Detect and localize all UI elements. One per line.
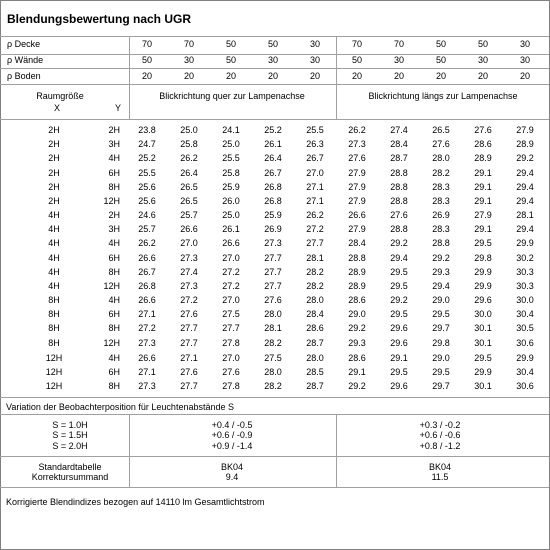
ugr-value: 28.3 [432, 181, 450, 192]
ugr-value: 27.5 [264, 353, 282, 363]
ugr-value: 28.2 [264, 381, 282, 392]
reflectance-value: 30 [309, 55, 320, 65]
ugr-value: 29.3 [348, 337, 366, 348]
ugr-value: 29.3 [432, 266, 450, 277]
ugr-value: 25.0 [222, 139, 240, 150]
ugr-value: 27.6 [390, 210, 408, 220]
ugr-value: 28.2 [306, 266, 324, 277]
variation-label: S = 2.0H [52, 441, 88, 451]
ugr-value: 26.1 [222, 224, 240, 235]
ugr-value: 28.7 [306, 381, 324, 392]
ugr-value: 26.0 [222, 195, 240, 206]
ugr-value: 28.2 [264, 337, 282, 348]
room-y: 2H [108, 125, 120, 135]
variation-label: S = 1.5H [52, 430, 88, 440]
ugr-value: 29.1 [474, 195, 492, 206]
ugr-value: 28.2 [306, 280, 324, 291]
room-x: 12H [45, 367, 63, 378]
room-x: 8H [48, 323, 60, 334]
room-x: 12H [45, 381, 63, 392]
ugr-value: 27.9 [516, 125, 534, 135]
ugr-value: 29.6 [390, 381, 408, 392]
ugr-value: 26.8 [138, 280, 156, 291]
ugr-value: 28.6 [306, 323, 324, 334]
ugr-value: 25.8 [222, 167, 240, 178]
ugr-value: 28.0 [432, 153, 450, 164]
room-x: 8H [48, 337, 60, 348]
ugr-value: 26.6 [222, 238, 240, 249]
variation-cross: +0.9 / -1.4 [211, 441, 253, 451]
ugr-value: 26.3 [306, 139, 324, 150]
ugr-value: 27.4 [390, 125, 408, 135]
ugr-value: 28.6 [348, 295, 366, 305]
reflectance-value: 20 [225, 71, 236, 81]
variation-cross: +0.4 / -0.5 [211, 420, 253, 430]
reflectance-value: 50 [225, 55, 236, 65]
room-x: 2H [48, 153, 60, 164]
ugr-value: 27.6 [348, 153, 366, 164]
reflectance-value: 50 [435, 55, 446, 65]
ugr-value: 29.1 [474, 181, 492, 192]
room-y: 6H [108, 167, 120, 178]
ugr-value: 27.7 [264, 266, 282, 277]
room-y: 3H [108, 224, 120, 235]
ugr-value: 23.8 [138, 125, 156, 135]
ugr-value: 27.3 [180, 252, 198, 263]
room-x: 8H [48, 295, 60, 305]
room-y: 2H [108, 210, 120, 220]
ugr-value: 27.6 [474, 125, 492, 135]
reflectance-value: 30 [393, 55, 404, 65]
ugr-value: 28.3 [432, 195, 450, 206]
ugr-value: 26.4 [180, 167, 198, 178]
ugr-value: 30.0 [474, 309, 492, 320]
ugr-value: 26.1 [264, 139, 282, 150]
ugr-value: 29.6 [390, 337, 408, 348]
ugr-value: 28.7 [306, 337, 324, 348]
ugr-value: 27.1 [138, 367, 156, 378]
ugr-value: 28.8 [390, 224, 408, 235]
ugr-value: 29.7 [432, 323, 450, 334]
ugr-value: 26.6 [348, 210, 366, 220]
ugr-value: 27.7 [306, 238, 324, 249]
ugr-value: 27.1 [306, 181, 324, 192]
reflectance-value: 70 [393, 39, 404, 49]
ugr-value: 30.4 [516, 309, 534, 320]
ugr-value: 29.0 [348, 309, 366, 320]
room-y: 8H [108, 266, 120, 277]
variation-along: +0.6 / -0.6 [419, 430, 461, 440]
ugr-value: 27.2 [222, 266, 240, 277]
room-x: 2H [48, 125, 60, 135]
room-x: 8H [48, 309, 60, 320]
variation-cross: +0.6 / -0.9 [211, 430, 253, 440]
ugr-value: 29.5 [390, 309, 408, 320]
ugr-value: 27.3 [180, 280, 198, 291]
ugr-value: 25.5 [222, 153, 240, 164]
room-x: 12H [45, 353, 63, 363]
ugr-value: 27.0 [222, 295, 240, 305]
room-x: 4H [48, 238, 60, 249]
room-x: 4H [48, 280, 60, 291]
room-y: 6H [108, 309, 120, 320]
reflectance-value: 50 [435, 39, 446, 49]
reflectance-label: ρ Boden [7, 71, 41, 81]
ugr-value: 27.2 [138, 323, 156, 334]
ugr-value: 28.0 [264, 367, 282, 378]
ugr-value: 26.9 [432, 210, 450, 220]
divider-boden [0, 84, 549, 85]
reflectance-value: 50 [141, 55, 152, 65]
ugr-value: 27.1 [138, 309, 156, 320]
ugr-value: 29.2 [348, 381, 366, 392]
ugr-value: 29.4 [516, 181, 534, 192]
ugr-value: 29.5 [390, 266, 408, 277]
room-y: 12H [103, 195, 120, 206]
ugr-value: 30.0 [516, 295, 534, 305]
ugr-value: 27.0 [222, 353, 240, 363]
ugr-value: 26.6 [138, 295, 156, 305]
ugr-value: 29.4 [516, 224, 534, 235]
cross-correction: 9.4 [225, 472, 239, 482]
ugr-value: 27.6 [222, 367, 240, 378]
divider-variation [0, 456, 549, 457]
reflectance-value: 30 [477, 55, 488, 65]
along-direction-header: Blickrichtung längs zur Lampenachse [368, 91, 518, 101]
ugr-value: 29.4 [432, 280, 450, 291]
ugr-value: 28.2 [432, 167, 450, 178]
reflectance-value: 20 [477, 71, 488, 81]
ugr-value: 29.2 [390, 238, 408, 249]
ugr-value: 28.9 [348, 280, 366, 291]
cross-standard-table: BK04 [220, 462, 244, 472]
ugr-value: 29.5 [390, 280, 408, 291]
reflectance-value: 20 [351, 71, 362, 81]
ugr-value: 28.9 [348, 266, 366, 277]
reflectance-value: 20 [183, 71, 194, 81]
ugr-value: 29.9 [516, 353, 534, 363]
room-y: 3H [108, 139, 120, 150]
ugr-value: 25.7 [180, 210, 198, 220]
room-y: 12H [103, 337, 120, 348]
reflectance-value: 50 [267, 39, 278, 49]
ugr-value: 28.0 [306, 295, 324, 305]
reflectance-label: ρ Wände [7, 55, 44, 65]
ugr-value: 24.7 [138, 139, 156, 150]
ugr-value: 28.8 [390, 181, 408, 192]
column-divider-label-lower [129, 414, 130, 487]
ugr-value: 24.1 [222, 125, 240, 135]
ugr-value: 27.9 [474, 210, 492, 220]
room-size-label: Raumgröße [36, 91, 84, 101]
ugr-value: 29.5 [432, 367, 450, 378]
divider-caption [0, 414, 549, 415]
ugr-value: 25.2 [264, 125, 282, 135]
reflectance-value: 30 [519, 55, 530, 65]
ugr-value: 29.2 [390, 295, 408, 305]
ugr-value: 27.7 [180, 381, 198, 392]
ugr-value: 29.7 [432, 381, 450, 392]
ugr-value: 28.8 [348, 252, 366, 263]
ugr-value: 29.4 [516, 167, 534, 178]
divider-header [0, 119, 549, 120]
room-y: 4H [108, 353, 120, 363]
ugr-value: 25.8 [180, 139, 198, 150]
ugr-value: 27.3 [348, 139, 366, 150]
ugr-value: 30.2 [516, 252, 534, 263]
ugr-value: 27.6 [180, 367, 198, 378]
variation-along: +0.8 / -1.2 [419, 441, 461, 451]
ugr-value: 29.5 [432, 309, 450, 320]
ugr-value: 27.6 [432, 139, 450, 150]
ugr-value: 29.2 [516, 153, 534, 164]
ugr-value: 30.1 [474, 381, 492, 392]
ugr-value: 28.8 [390, 195, 408, 206]
ugr-value: 30.6 [516, 381, 534, 392]
ugr-value: 29.4 [390, 252, 408, 263]
ugr-value: 28.3 [432, 224, 450, 235]
ugr-value: 28.9 [516, 139, 534, 150]
ugr-value: 30.4 [516, 367, 534, 378]
ugr-value: 26.6 [180, 224, 198, 235]
ugr-value: 27.7 [264, 252, 282, 263]
ugr-value: 25.7 [138, 224, 156, 235]
ugr-value: 27.9 [348, 195, 366, 206]
ugr-value: 26.5 [432, 125, 450, 135]
ugr-value: 27.2 [306, 224, 324, 235]
reflectance-value: 70 [351, 39, 362, 49]
ugr-value: 29.4 [516, 195, 534, 206]
ugr-value: 26.8 [264, 181, 282, 192]
ugr-value: 28.4 [390, 139, 408, 150]
ugr-value: 25.2 [138, 153, 156, 164]
ugr-value: 30.5 [516, 323, 534, 334]
ugr-value: 27.0 [180, 238, 198, 249]
correction-label: Korrektursummand [31, 472, 109, 482]
footnote: Korrigierte Blendindizes bezogen auf 14110 lm Gesamtlichtstrom [6, 497, 265, 507]
ugr-value: 28.6 [474, 139, 492, 150]
reflectance-value: 20 [435, 71, 446, 81]
ugr-value: 28.1 [264, 323, 282, 334]
page-title: Blendungsbewertung nach UGR [7, 12, 192, 26]
ugr-value: 27.3 [264, 238, 282, 249]
ugr-value: 30.6 [516, 337, 534, 348]
cross-direction-header: Blickrichtung quer zur Lampenachse [159, 91, 305, 101]
ugr-value: 30.1 [474, 337, 492, 348]
ugr-value: 27.2 [180, 295, 198, 305]
ugr-value: 29.8 [474, 252, 492, 263]
ugr-value: 26.2 [306, 210, 324, 220]
room-x: 2H [48, 139, 60, 150]
ugr-value: 26.9 [264, 224, 282, 235]
room-x: 2H [48, 167, 60, 178]
room-x: 4H [48, 252, 60, 263]
ugr-value: 25.9 [264, 210, 282, 220]
ugr-value: 25.0 [180, 125, 198, 135]
room-x: 4H [48, 266, 60, 277]
ugr-value: 27.7 [264, 280, 282, 291]
ugr-value: 28.1 [306, 252, 324, 263]
reflectance-value: 20 [141, 71, 152, 81]
reflectance-value: 30 [267, 55, 278, 65]
ugr-value: 27.9 [348, 167, 366, 178]
x-axis-label: X [53, 103, 60, 113]
ugr-value: 30.1 [474, 323, 492, 334]
ugr-value: 29.6 [474, 295, 492, 305]
ugr-value: 29.2 [348, 323, 366, 334]
ugr-value: 25.6 [138, 181, 156, 192]
reflectance-value: 20 [267, 71, 278, 81]
ugr-value: 25.6 [138, 195, 156, 206]
standard-table-label: Standardtabelle [38, 462, 102, 472]
ugr-value: 26.5 [180, 195, 198, 206]
reflectance-value: 20 [519, 71, 530, 81]
room-y: 8H [108, 323, 120, 334]
divider-data-end [0, 397, 549, 398]
ugr-value: 27.9 [348, 224, 366, 235]
room-x: 2H [48, 195, 60, 206]
room-y: 12H [103, 280, 120, 291]
ugr-value: 27.0 [222, 252, 240, 263]
ugr-value: 29.6 [390, 323, 408, 334]
room-y: 6H [108, 367, 120, 378]
room-y: 4H [108, 295, 120, 305]
ugr-value: 29.5 [474, 353, 492, 363]
ugr-value: 26.2 [348, 125, 366, 135]
reflectance-value: 30 [519, 39, 530, 49]
ugr-value: 27.7 [180, 323, 198, 334]
ugr-value: 29.5 [474, 238, 492, 249]
ugr-value: 29.1 [474, 224, 492, 235]
reflectance-value: 20 [393, 71, 404, 81]
ugr-value: 28.7 [390, 153, 408, 164]
along-correction: 11.5 [431, 472, 449, 482]
ugr-value: 25.5 [138, 167, 156, 178]
y-axis-label: Y [114, 103, 121, 113]
reflectance-value: 20 [309, 71, 320, 81]
ugr-value: 27.1 [306, 195, 324, 206]
ugr-value: 29.8 [432, 337, 450, 348]
ugr-value: 26.7 [306, 153, 324, 164]
room-y: 8H [108, 381, 120, 392]
divider-title [0, 36, 549, 37]
ugr-value: 26.6 [138, 353, 156, 363]
ugr-value: 30.3 [516, 280, 534, 291]
reflectance-value: 50 [477, 39, 488, 49]
variation-label: S = 1.0H [52, 420, 88, 430]
ugr-value: 26.4 [264, 153, 282, 164]
ugr-value: 28.0 [306, 353, 324, 363]
ugr-value: 27.5 [222, 309, 240, 320]
reflectance-label: ρ Decke [7, 39, 41, 49]
ugr-value: 24.6 [138, 210, 156, 220]
reflectance-value: 70 [183, 39, 194, 49]
ugr-value: 27.8 [222, 381, 240, 392]
ugr-value: 25.5 [306, 125, 324, 135]
ugr-value: 26.7 [138, 266, 156, 277]
ugr-value: 27.7 [180, 337, 198, 348]
ugr-value: 27.8 [222, 337, 240, 348]
ugr-value: 27.4 [180, 266, 198, 277]
ugr-value: 27.6 [264, 295, 282, 305]
ugr-value: 26.2 [180, 153, 198, 164]
ugr-value: 25.9 [222, 181, 240, 192]
ugr-value: 28.6 [348, 353, 366, 363]
room-y: 4H [108, 153, 120, 164]
ugr-value: 28.4 [348, 238, 366, 249]
reflectance-value: 70 [141, 39, 152, 49]
ugr-value: 29.5 [390, 367, 408, 378]
room-x: 2H [48, 181, 60, 192]
ugr-value: 28.9 [474, 153, 492, 164]
ugr-value: 29.9 [516, 238, 534, 249]
ugr-value: 29.1 [390, 353, 408, 363]
room-x: 4H [48, 224, 60, 235]
room-y: 4H [108, 238, 120, 249]
ugr-value: 27.3 [138, 381, 156, 392]
ugr-value: 29.1 [348, 367, 366, 378]
ugr-value: 29.1 [474, 167, 492, 178]
ugr-value: 28.4 [306, 309, 324, 320]
ugr-value: 29.9 [474, 280, 492, 291]
ugr-value: 28.8 [432, 238, 450, 249]
room-y: 6H [108, 252, 120, 263]
ugr-value: 27.6 [180, 309, 198, 320]
ugr-value: 29.0 [432, 295, 450, 305]
ugr-value: 27.9 [348, 181, 366, 192]
ugr-value: 26.2 [138, 238, 156, 249]
reflectance-value: 30 [183, 55, 194, 65]
ugr-value: 28.0 [264, 309, 282, 320]
along-standard-table: BK04 [428, 462, 452, 472]
room-y: 8H [108, 181, 120, 192]
ugr-value: 25.0 [222, 210, 240, 220]
ugr-value: 27.2 [222, 280, 240, 291]
reflectance-value: 50 [351, 55, 362, 65]
ugr-value: 28.5 [306, 367, 324, 378]
ugr-value: 29.9 [474, 367, 492, 378]
ugr-value: 26.5 [180, 181, 198, 192]
ugr-value: 29.9 [474, 266, 492, 277]
divider-waende [0, 68, 549, 69]
divider-standard [0, 487, 549, 488]
room-x: 4H [48, 210, 60, 220]
variation-caption: Variation der Beobachterposition für Leuchtenabstände S [6, 402, 234, 412]
ugr-value: 29.2 [432, 252, 450, 263]
reflectance-value: 30 [309, 39, 320, 49]
ugr-value: 26.6 [138, 252, 156, 263]
ugr-value: 27.7 [222, 323, 240, 334]
ugr-value: 26.8 [264, 195, 282, 206]
ugr-value: 29.0 [432, 353, 450, 363]
ugr-value: 27.0 [306, 167, 324, 178]
ugr-value: 28.8 [390, 167, 408, 178]
ugr-value: 26.7 [264, 167, 282, 178]
ugr-value: 27.3 [138, 337, 156, 348]
ugr-value: 27.1 [180, 353, 198, 363]
variation-along: +0.3 / -0.2 [419, 420, 461, 430]
ugr-value: 28.1 [516, 210, 534, 220]
reflectance-value: 50 [225, 39, 236, 49]
column-divider-middle-lower [336, 414, 337, 487]
ugr-value: 30.3 [516, 266, 534, 277]
